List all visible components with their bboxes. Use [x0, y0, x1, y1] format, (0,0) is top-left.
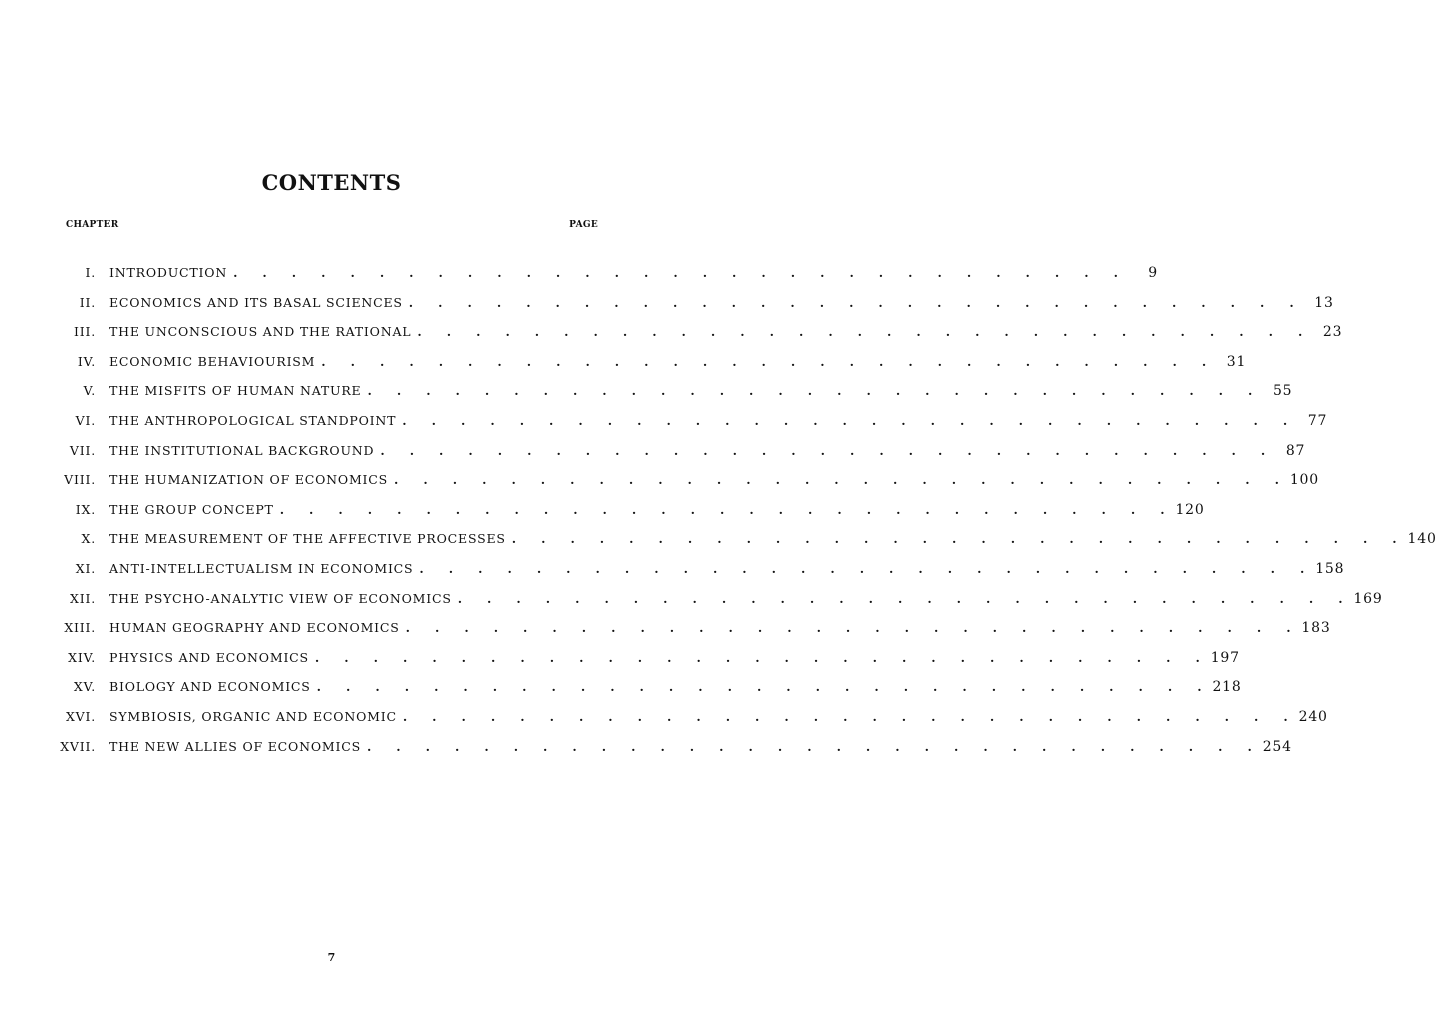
chapter-title: THE HUMANIZATION OF ECONOMICS [109, 472, 389, 488]
chapter-number: X. [81, 531, 96, 547]
chapter-number: IV. [77, 353, 96, 369]
chapter-number: XII. [70, 590, 96, 606]
dot-leader: . . . . . . . . . . . . . . . . . . . . . . . . . . . . . . . [380, 442, 1266, 458]
chapter-number: XVI. [65, 708, 96, 724]
chapter-number: XIII. [64, 620, 96, 636]
dot-leader: . . . . . . . . . . . . . . . . . . . . . . . . . . . . . . . [316, 679, 1202, 695]
toc-entry [58, 672, 1242, 702]
toc-entry [58, 613, 1331, 643]
chapter-title: THE MISFITS OF HUMAN NATURE [109, 383, 362, 399]
chapter-number: V. [83, 383, 96, 399]
toc-entry [58, 584, 1383, 614]
page-number: 87 [1285, 442, 1306, 459]
page-number: 9 [1148, 265, 1158, 281]
chapter-title: INTRODUCTION [109, 265, 228, 280]
dot-leader: . . . . . . . . . . . . . . . . . . . . . . . . . . . . . . . [366, 738, 1252, 754]
chapter-title: THE ANTHROPOLOGICAL STANDPOINT [109, 412, 397, 428]
page-number: 120 [1175, 501, 1205, 518]
toc-entry [58, 376, 1293, 406]
page-column-header: PAGE [569, 220, 598, 230]
chapter-title: HUMAN GEOGRAPHY AND ECONOMICS [109, 620, 400, 636]
page-title: CONTENTS [261, 170, 402, 195]
toc-entry [58, 436, 1306, 466]
dot-leader: . . . . . . . . . . . . . . . . . . . . . . . . . . . . . . . [408, 294, 1294, 310]
chapter-title: ECONOMICS AND ITS BASAL SCIENCES [109, 294, 403, 310]
page-number: 183 [1301, 620, 1331, 637]
page-number: 240 [1298, 708, 1328, 725]
chapter-number: III. [74, 324, 96, 340]
page-number: 197 [1210, 649, 1240, 666]
chapter-title: THE GROUP CONCEPT [109, 501, 274, 517]
chapter-number: XI. [75, 560, 96, 576]
table-of-contents [58, 258, 1437, 761]
chapter-title: THE UNCONSCIOUS AND THE RATIONAL [109, 324, 412, 340]
chapter-number: XVII. [60, 738, 96, 754]
chapter-number: XV. [73, 679, 96, 695]
dot-leader: . . . . . . . . . . . . . . . . . . . . . . . . . . . . . . . [367, 383, 1253, 399]
chapter-title: THE NEW ALLIES OF ECONOMICS [109, 738, 361, 754]
dot-leader: . . . . . . . . . . . . . . . . . . . . . . . . . . . . . . . [511, 531, 1397, 547]
chapter-number: I. [85, 265, 96, 280]
toc-entry [58, 465, 1319, 495]
page-number: 140 [1407, 531, 1437, 548]
chapter-title: THE INSTITUTIONAL BACKGROUND [109, 442, 375, 458]
page-number: 218 [1212, 679, 1242, 696]
page-number: 13 [1314, 294, 1334, 311]
dot-leader: . . . . . . . . . . . . . . . . . . . . . . . . . . . . . . . [279, 501, 1165, 517]
chapter-title: BIOLOGY AND ECONOMICS [109, 679, 311, 695]
chapter-title: PHYSICS AND ECONOMICS [109, 649, 309, 665]
chapter-title: THE PSYCHO-ANALYTIC VIEW OF ECONOMICS [109, 590, 452, 606]
page-number: 31 [1226, 353, 1247, 370]
toc-entry [58, 406, 1328, 436]
dot-leader: . . . . . . . . . . . . . . . . . . . . . . . . . . . . . . . [402, 412, 1288, 428]
chapter-title: ANTI-INTELLECTUALISM IN ECONOMICS [109, 560, 414, 576]
chapter-title: SYMBIOSIS, ORGANIC AND ECONOMIC [109, 708, 397, 724]
chapter-number: VI. [75, 412, 96, 428]
toc-entry [58, 702, 1328, 732]
toc-entry [58, 317, 1343, 347]
chapter-number: XIV. [68, 649, 96, 665]
dot-leader: . . . . . . . . . . . . . . . . . . . . . . . . . . . . . . . [394, 472, 1279, 488]
page-number: 158 [1315, 560, 1345, 577]
chapter-title: THE MEASUREMENT OF THE AFFECTIVE PROCESSES [109, 531, 506, 547]
page-number: 100 [1289, 472, 1319, 489]
page-number: 55 [1272, 383, 1293, 400]
dot-leader: . . . . . . . . . . . . . . . . . . . . . . . . . . . . . . . [419, 560, 1305, 576]
dot-leader: . . . . . . . . . . . . . . . . . . . . . . . . . . . . . . . [321, 353, 1207, 369]
dot-leader: . . . . . . . . . . . . . . . . . . . . . . . . . . . . . . . [405, 620, 1291, 636]
chapter-title: ECONOMIC BEHAVIOURISM [109, 353, 316, 369]
page-number: 77 [1307, 412, 1328, 429]
page-number: 23 [1322, 324, 1343, 341]
dot-leader: . . . . . . . . . . . . . . . . . . . . . . . . . . . . . . . [233, 265, 1118, 280]
toc-entry [58, 288, 1334, 318]
toc-entry [58, 554, 1345, 584]
page-number: 254 [1262, 738, 1292, 755]
chapter-column-header: CHAPTER [66, 220, 119, 230]
page-folio-number: 7 [327, 951, 336, 964]
chapter-number: II. [79, 294, 96, 310]
chapter-number: IX. [75, 501, 96, 517]
chapter-number: VII. [69, 442, 96, 458]
dot-leader: . . . . . . . . . . . . . . . . . . . . . . . . . . . . . . . [457, 590, 1343, 606]
chapter-number: VIII. [64, 472, 96, 488]
toc-entry [58, 347, 1247, 377]
dot-leader: . . . . . . . . . . . . . . . . . . . . . . . . . . . . . . . [417, 324, 1303, 340]
toc-entry [58, 524, 1437, 554]
toc-entry [58, 732, 1292, 762]
toc-entry [58, 258, 1158, 288]
toc-entry [58, 643, 1240, 673]
dot-leader: . . . . . . . . . . . . . . . . . . . . . . . . . . . . . . . [402, 708, 1288, 724]
toc-entry [58, 495, 1205, 525]
page-number: 169 [1353, 590, 1383, 607]
dot-leader: . . . . . . . . . . . . . . . . . . . . . . . . . . . . . . . [314, 649, 1200, 665]
